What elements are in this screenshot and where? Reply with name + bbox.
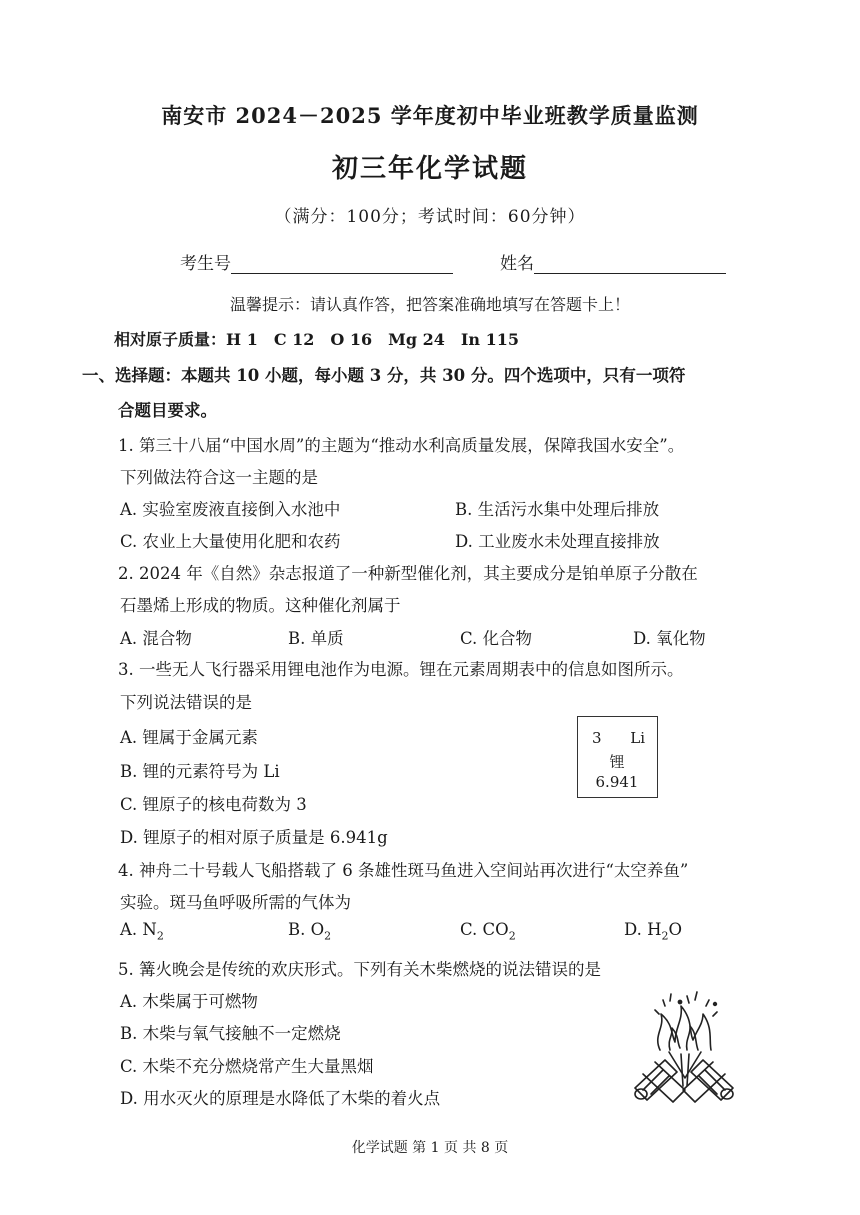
atomic-mass-list: 相对原子质量：H 1 C 12 O 16 Mg 24 In 115 — [114, 330, 519, 349]
q3-option-b: B. 锂的元素符号为 Li — [120, 762, 280, 781]
q2-option-d: D. 氧化物 — [633, 629, 706, 648]
page-footer: 化学试题 第 1 页 共 8 页 — [351, 1140, 509, 1156]
q4-stem-line1: 4. 神舟二十号载人飞船搭载了 6 条雄性斑马鱼进入空间站再次进行“太空养鱼” — [118, 861, 689, 880]
q3-option-a: A. 锂属于金属元素 — [120, 728, 258, 747]
exam-title: 南安市 2024－2025 学年度初中毕业班教学质量监测 — [161, 103, 699, 128]
q5-option-b: B. 木柴与氧气接触不一定燃烧 — [120, 1024, 341, 1043]
element-symbol: Li — [630, 729, 645, 747]
q5-option-c: C. 木柴不充分燃烧常产生大量黑烟 — [120, 1057, 374, 1076]
q2-stem-line2: 石墨烯上形成的物质。这种催化剂属于 — [120, 596, 401, 615]
q4-option-a: A. $N_2$ — [120, 920, 164, 943]
q5-option-d: D. 用水灭火的原理是水降低了木柴的着火点 — [120, 1089, 441, 1108]
q1-stem-line2: 下列做法符合这一主题的是 — [120, 468, 318, 487]
section-heading-line1: 一、选择题：本题共 10 小题，每小题 3 分，共 30 分。四个选项中，只有一项符 — [82, 366, 686, 385]
section-heading-line2: 合题目要求。 — [118, 401, 217, 420]
q5-option-a: A. 木柴属于可燃物 — [120, 992, 258, 1011]
q1-option-d: D. 工业废水未处理直接排放 — [455, 532, 660, 551]
element-atomic-mass: 6.941 — [595, 773, 639, 791]
element-name: 锂 — [609, 753, 625, 771]
q2-option-a: A. 混合物 — [120, 629, 192, 648]
q1-option-c: C. 农业上大量使用化肥和农药 — [120, 532, 341, 551]
q3-option-d: D. 锂原子的相对原子质量是 6.941g — [120, 828, 388, 847]
q5-stem-line1: 5. 篝火晚会是传统的欢庆形式。下列有关木柴燃烧的说法错误的是 — [118, 960, 601, 979]
exam-info: （满分：100分；考试时间：60分钟） — [274, 207, 586, 227]
q1-option-b: B. 生活污水集中处理后排放 — [455, 500, 660, 519]
q1-stem-line1: 1. 第三十八届“中国水周”的主题为“推动水利高质量发展，保障我国水安全”。 — [118, 436, 685, 455]
q3-stem-line1: 3. 一些无人飞行器采用锂电池作为电源。锂在元素周期表中的信息如图所示。 — [118, 660, 684, 679]
q3-option-c: C. 锂原子的核电荷数为 3 — [120, 795, 307, 814]
name-field — [500, 249, 726, 274]
q2-stem-line1: 2. 2024 年《自然》杂志报道了一种新型催化剂，其主要成分是铂单原子分散在 — [118, 564, 698, 583]
element-atomic-number: 3 — [592, 729, 602, 747]
q3-stem-line2: 下列说法错误的是 — [120, 693, 252, 712]
q4-option-b: B. $O_2$ — [288, 920, 332, 943]
name-blank — [534, 255, 726, 274]
q4-option-c: C. $CO_2$ — [460, 920, 516, 943]
q4-stem-line2: 实验。斑马鱼呼吸所需的气体为 — [120, 893, 351, 912]
bonfire-illustration — [625, 990, 745, 1110]
student-id-field — [180, 249, 453, 274]
lithium-element-card — [577, 716, 658, 798]
q2-option-c: C. 化合物 — [460, 629, 533, 648]
exam-subtitle: 初三年化学试题 — [331, 154, 528, 184]
q4-option-d: D. $H_2O$ — [624, 920, 683, 943]
q1-option-a: A. 实验室废液直接倒入水池中 — [120, 500, 341, 519]
name-label: 姓名 — [500, 254, 534, 274]
student-id-label: 考生号 — [180, 254, 231, 274]
tip-text: 温馨提示：请认真作答，把答案准确地填写在答题卡上！ — [229, 295, 630, 314]
student-id-blank — [231, 255, 453, 274]
q2-option-b: B. 单质 — [288, 629, 344, 648]
